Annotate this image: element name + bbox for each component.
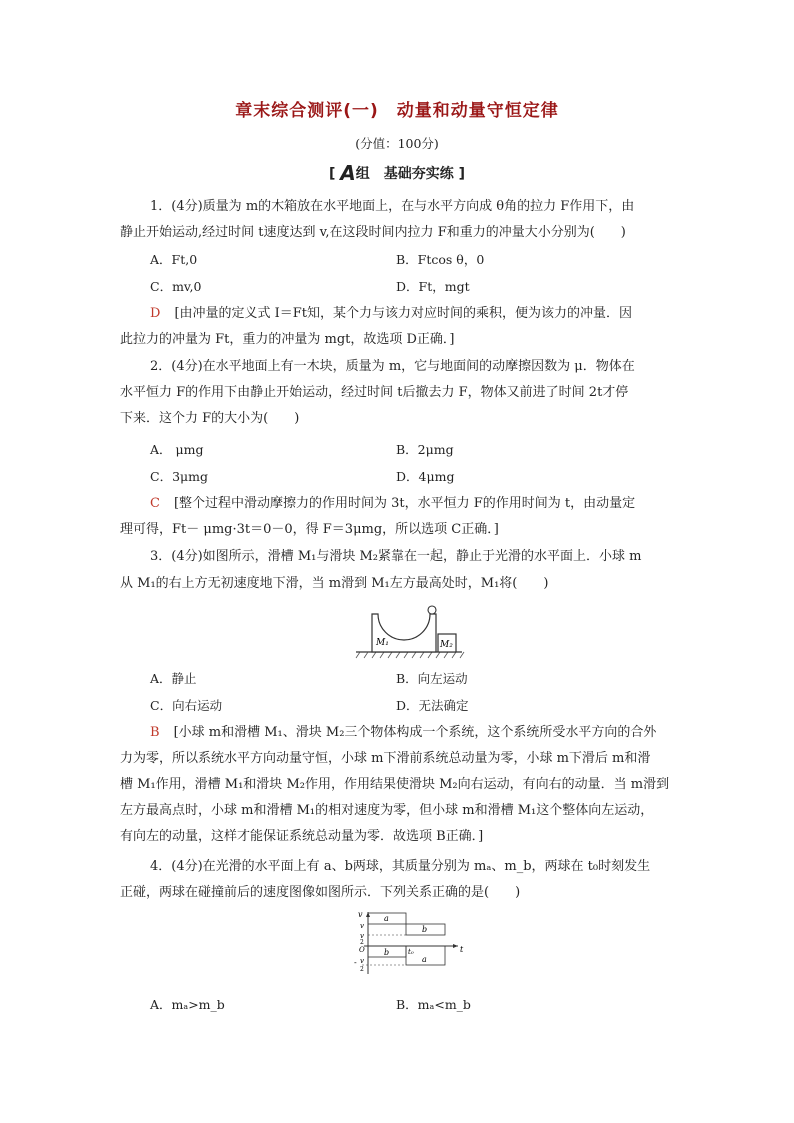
q4-label-b-before: b [384,948,390,957]
q2-option-d: D．4μmg [396,469,455,484]
q3-ground [356,652,464,658]
q4-label-origin: O [359,946,365,954]
q1-option-b: B．Ftcos θ，0 [396,252,485,267]
group-bracket-open: [ [328,166,336,182]
q2-line3: 下来．这个力 F的大小为( ) [120,411,300,426]
q3-figure [350,604,470,662]
q4-line1: 4．(4分)在光滑的水平面上有 a、b两球，其质量分别为 mₐ、m_b，两球在 t₀时刻发生 [150,859,651,874]
q3-explanation-line2: 力为零，所以系统水平方向动量守恒，小球 m下滑前系统总动量为零，小球 m下滑后 m和滑 [120,751,651,766]
q2-option-a: A． μmg [150,442,204,457]
q3-answer: B [150,725,160,740]
q3-line2: 从 M₁的右上方无初速度地下滑，当 m滑到 M₁左方最高处时，M₁将( ) [120,576,549,591]
q4-velocity-graph [340,908,470,978]
q3-explanation-line4: 左方最高点时，小球 m和滑槽 M₁的相对速度为零，但小球 m和滑槽 M₁这个整体向左运动， [120,803,654,818]
group-heading [0,161,794,185]
q3-option-d: D．无法确定 [396,698,469,713]
q2-option-b: B．2μmg [396,442,454,457]
q4-label-v-half: v [360,932,364,940]
q1-line1: 1．(4分)质量为 m的木箱放在水平地面上，在与水平方向成 θ角的拉力 F作用下，由 [150,199,635,214]
q4-label-neg: - [354,958,357,967]
q3-label-m1: M₁ [376,638,389,648]
q4-label-t-axis: t [460,945,464,954]
q3-ball [428,606,436,614]
q1-option-c: C．mv,0 [150,279,202,294]
group-label: 组 基础夯实练 [355,166,454,182]
q2-line2: 水平恒力 F的作用下由静止开始运动，经过时间 t后撤去力 F，物体又前进了时间 2t才停 [120,385,629,400]
q2-line1: 2．(4分)在水平地面上有一木块，质量为 m，它与地面间的动摩擦因数为 μ．物体在 [150,359,635,374]
q2-answer: C [150,496,160,511]
q3-option-c: C．向右运动 [150,698,223,713]
q4-label-neg-den: 2 [360,966,364,973]
q4-label-t0: t₀ [408,948,414,956]
q4-label-b-after: b [422,925,428,934]
q4-label-a-before: a [384,914,389,923]
q3-option-b: B．向左运动 [396,671,468,686]
q4-label-v-axis: v [358,910,363,919]
q4-option-a: A．mₐ>m_b [150,997,225,1012]
q4-label-a-after: a [422,955,427,964]
q4-label-v-top: v [360,922,364,930]
page-title: 章末综合测评(一) 动量和动量守恒定律 [235,101,559,121]
q1-answer: D [150,306,161,321]
q4-label-half-den: 2 [360,939,364,946]
q1-explanation-line2: 此拉力的冲量为 Ft，重力的冲量为 mgt，故选项 D正确．] [120,332,455,347]
score-note: (分值：100分) [355,136,439,151]
q2-explanation-line2: 理可得，Ft－ μmg·3t＝0－0，得 F＝3μmg，所以选项 C正确．] [120,522,499,537]
q4-option-b: B．mₐ<m_b [396,997,471,1012]
q1-explanation-line1: D [由冲量的定义式 I＝Ft知，某个力与该力对应时间的乘积，便为该力的冲量．因 [150,306,633,321]
q1-option-a: A．Ft,0 [150,252,198,267]
q1-option-d: D．Ft，mgt [396,279,470,294]
q3-line1: 3．(4分)如图所示，滑槽 M₁与滑块 M₂紧靠在一起，静止于光滑的水平面上．小球 m [150,549,642,564]
q3-explanation-line1: B [小球 m和滑槽 M₁、滑块 M₂三个物体构成一个系统，这个系统所受水平方向的合外 [150,725,657,740]
q3-option-a: A．静止 [150,671,197,686]
q1-line2: 静止开始运动,经过时间 t速度达到 v,在这段时间内拉力 F和重力的冲量大小分别为( ) [120,225,626,240]
q3-explanation-line3: 槽 M₁作用，滑槽 M₁和滑块 M₂作用，作用结果使滑块 M₂向右运动，有向右的动量．当 m滑到 [120,777,670,792]
group-letter: A [340,161,356,185]
group-bracket-close: ] [458,166,466,182]
q2-explanation-line1: C [整个过程中滑动摩擦力的作用时间为 3t，水平恒力 F的作用时间为 t，由动量定 [150,496,636,511]
q3-label-m2: M₂ [440,640,453,650]
q4-line2: 正碰，两球在碰撞前后的速度图像如图所示．下列关系正确的是( ) [120,885,521,900]
q2-option-c: C．3μmg [150,469,208,484]
q4-label-neg-v: v [360,957,364,965]
q3-explanation-line5: 有向左的动量，这样才能保证系统总动量为零．故选项 B正确．] [120,829,484,844]
